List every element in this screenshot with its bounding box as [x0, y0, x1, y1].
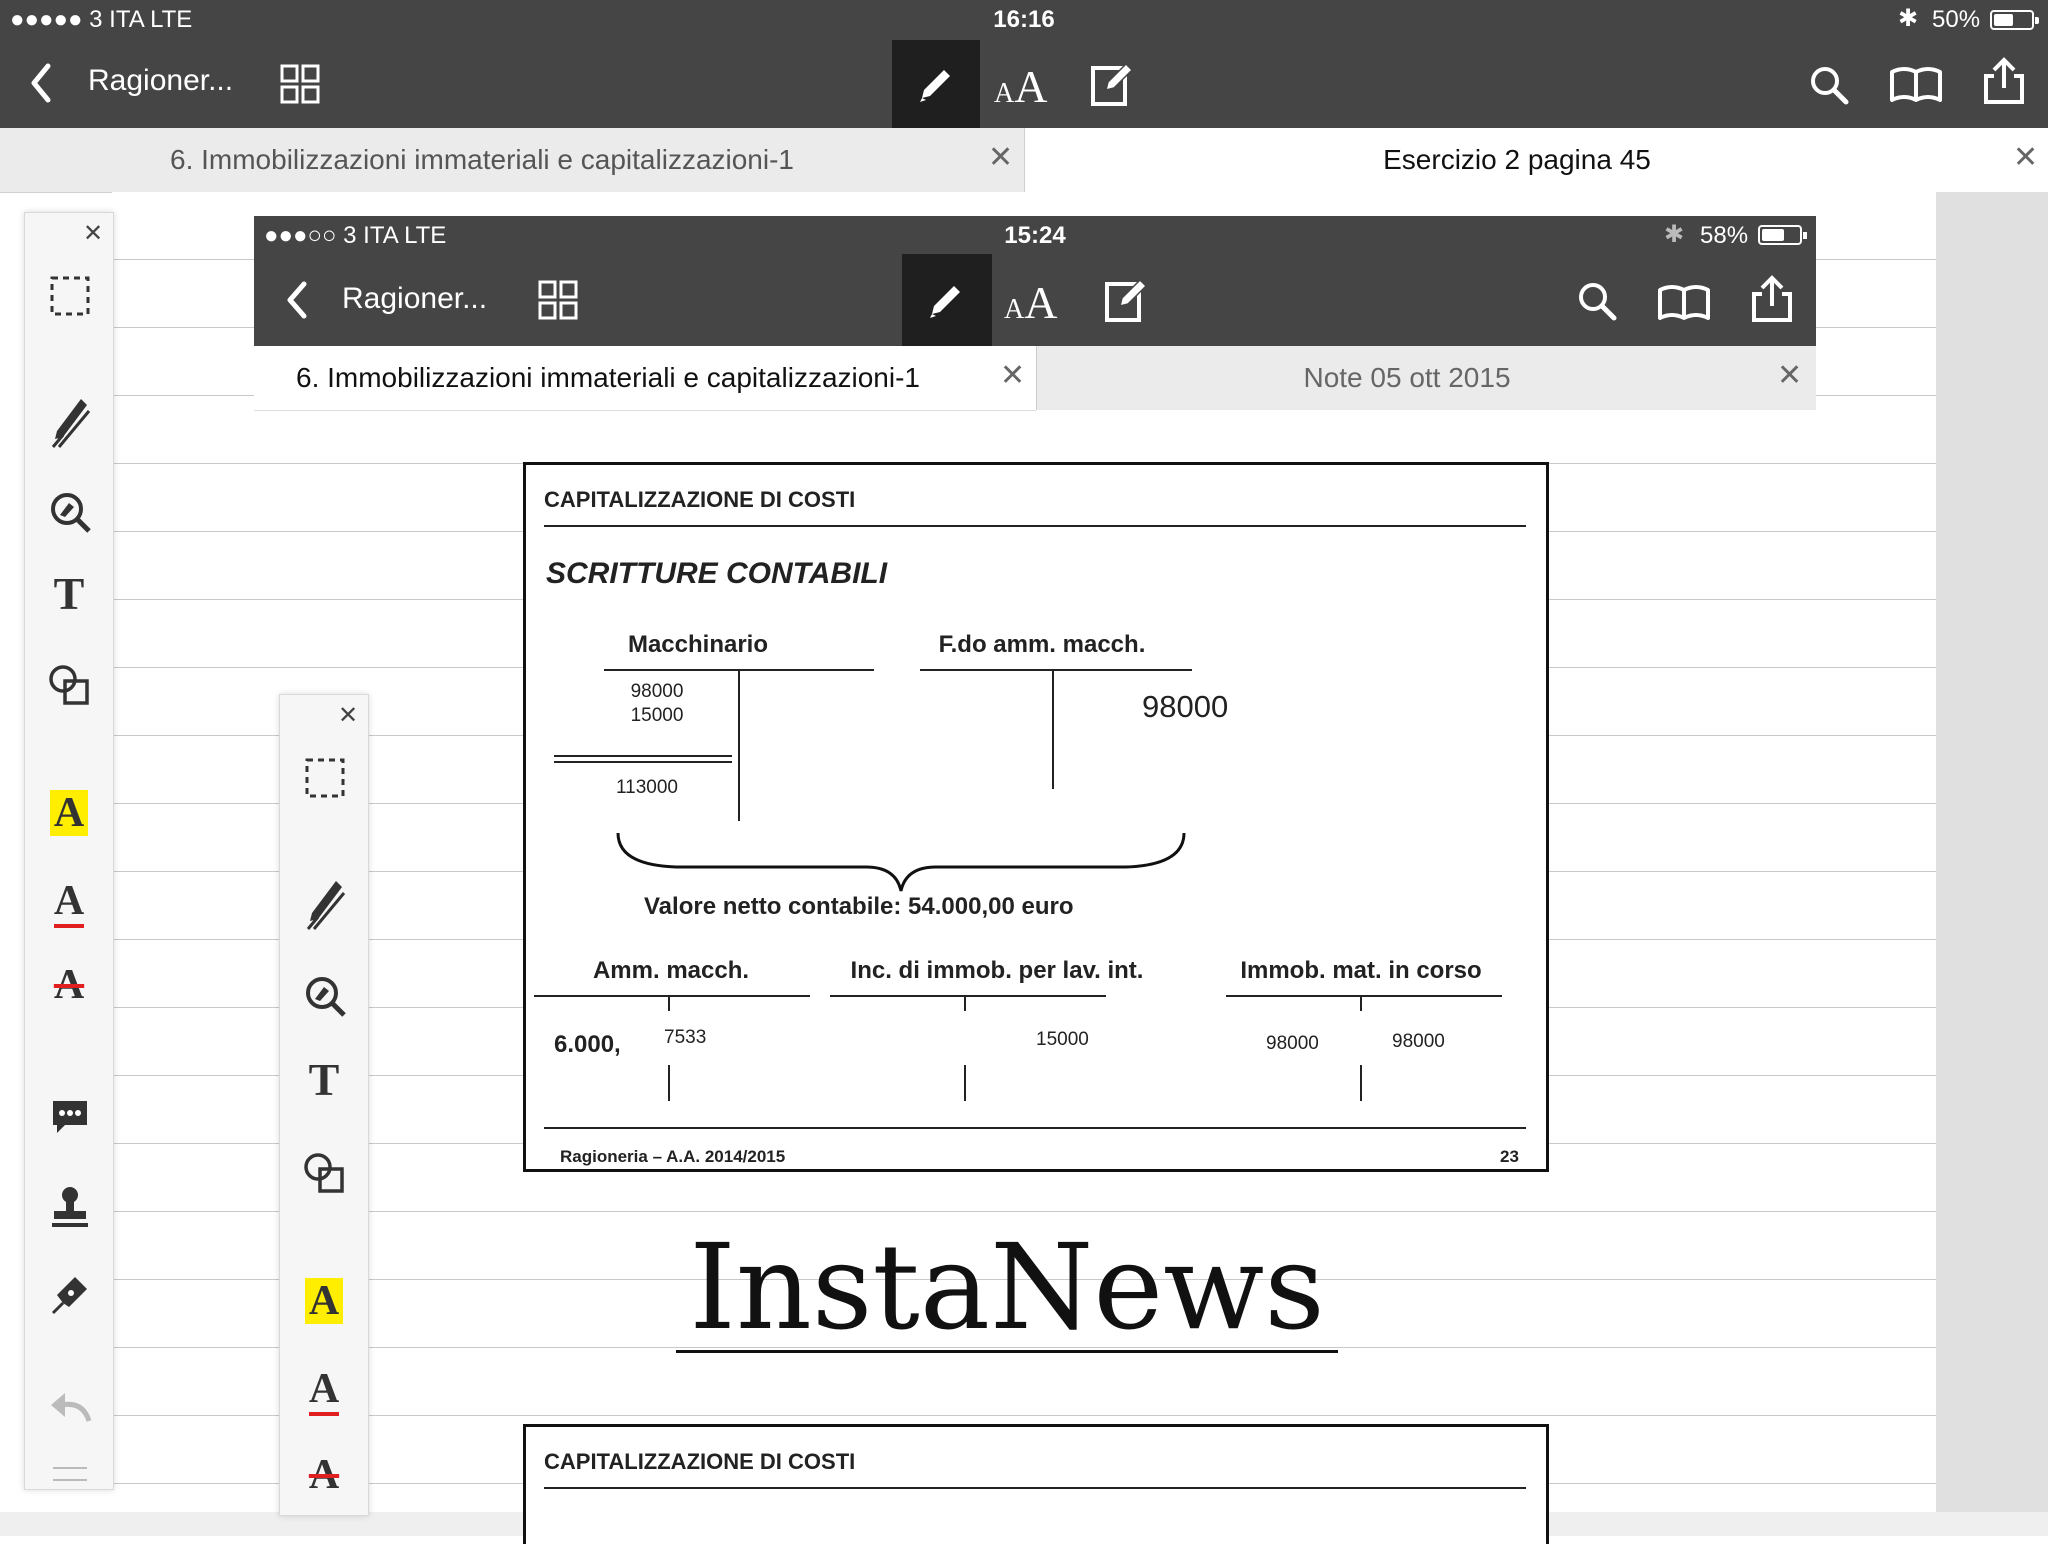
eraser-icon[interactable] — [47, 489, 93, 535]
inner-status-bar — [254, 216, 1816, 254]
book-icon[interactable] — [1656, 282, 1712, 322]
highlight-icon[interactable]: A — [25, 789, 113, 837]
palette-grip[interactable] — [53, 1467, 87, 1481]
document-page — [523, 462, 1549, 1172]
close-icon[interactable]: ✕ — [338, 702, 359, 729]
account-title-inc: Inc. di immob. per lav. int. — [850, 957, 1144, 984]
close-icon[interactable]: ✕ — [1000, 359, 1026, 392]
debit-total: 113000 — [616, 777, 678, 798]
strikethrough-icon[interactable]: A — [308, 1452, 340, 1498]
battery-icon — [1990, 10, 2034, 30]
underline-icon[interactable]: A — [25, 877, 113, 925]
close-icon[interactable]: ✕ — [988, 141, 1014, 174]
net-value-label: Valore netto contabile: 54.000,00 euro — [644, 893, 1074, 920]
select-rect-icon[interactable] — [49, 275, 91, 317]
highlight-icon[interactable]: A — [280, 1277, 368, 1325]
debit-entry: 15000 — [630, 705, 684, 726]
grid-icon[interactable] — [280, 64, 320, 104]
credit-entry: 15000 — [1036, 1029, 1089, 1050]
stamp-icon[interactable] — [49, 1185, 91, 1229]
debit-entry: 98000 — [630, 681, 684, 702]
tab-document[interactable] — [0, 128, 1024, 192]
signature-icon[interactable] — [49, 1273, 91, 1317]
back-chevron-icon[interactable] — [282, 276, 312, 324]
book-icon[interactable] — [1888, 64, 1944, 104]
bluetooth-icon: ✱ — [1898, 5, 1919, 32]
inner-tab-bar — [254, 346, 1816, 410]
font-size-icon[interactable]: AA — [994, 61, 1048, 112]
eraser-icon[interactable] — [302, 973, 348, 1019]
account-title-fondo: F.do amm. macch. — [938, 631, 1146, 658]
shapes-icon[interactable] — [302, 1151, 348, 1197]
pen-icon — [914, 62, 958, 106]
credit-handwritten: 98000 — [1142, 689, 1229, 724]
edit-note-icon[interactable] — [1104, 276, 1150, 324]
tab-label: 6. Immobilizzazioni immateriali e capitalizzazioni-1 — [170, 144, 794, 175]
account-title-immob: Immob. mat. in corso — [1240, 957, 1482, 984]
tab-label: Esercizio 2 pagina 45 — [1383, 144, 1651, 175]
annotate-pen-button[interactable] — [892, 40, 980, 128]
status-bar — [0, 0, 2048, 40]
shapes-icon[interactable] — [47, 663, 93, 709]
debit-entry: 98000 — [1266, 1033, 1319, 1054]
battery-icon — [1758, 225, 1802, 245]
main-toolbar — [0, 40, 2048, 128]
text-icon[interactable]: T — [308, 1054, 340, 1105]
strikethrough-icon[interactable]: A — [53, 962, 85, 1008]
document-title-back-button[interactable]: Ragioner... — [88, 64, 234, 97]
brace-icon — [616, 829, 1186, 899]
close-icon[interactable]: ✕ — [1777, 359, 1803, 392]
inner-carrier-label: ●●●○○ 3 ITA LTE — [264, 222, 447, 249]
section-heading: SCRITTURE CONTABILI — [546, 557, 888, 590]
page-number: 23 — [1500, 1147, 1519, 1166]
close-icon[interactable]: ✕ — [2013, 141, 2039, 174]
text-icon[interactable]: T — [53, 568, 85, 619]
tab-exercise[interactable] — [1024, 128, 2048, 192]
debit-entry: 6.000, — [554, 1031, 621, 1058]
comment-icon[interactable] — [49, 1097, 91, 1137]
account-title-macchinario: Macchinario — [627, 631, 769, 658]
search-icon[interactable] — [1808, 64, 1850, 106]
tab-bar — [0, 128, 2048, 193]
share-icon[interactable] — [1982, 56, 2026, 106]
edit-note-icon[interactable] — [1090, 60, 1136, 108]
inner-tab-notes[interactable] — [1036, 346, 1816, 410]
inner-toolbar — [254, 254, 1816, 346]
watermark-logo: InstaNews — [676, 1222, 1338, 1353]
page-margin — [1936, 192, 2048, 1512]
inner-clock: 15:24 — [1004, 222, 1066, 249]
pencil-icon[interactable] — [49, 389, 93, 449]
pen-icon — [924, 278, 968, 322]
search-icon[interactable] — [1576, 280, 1618, 322]
account-title-amm: Amm. macch. — [592, 957, 750, 984]
undo-icon[interactable] — [47, 1389, 93, 1425]
battery-percent: 50% — [1932, 6, 1981, 33]
back-chevron-icon[interactable] — [26, 58, 56, 119]
inner-battery-percent: 58% — [1700, 222, 1749, 249]
font-size-icon[interactable]: AA — [1004, 277, 1058, 328]
underline-icon[interactable]: A — [280, 1365, 368, 1413]
tab-label: 6. Immobilizzazioni immateriali e capitalizzazioni-1 — [296, 362, 920, 393]
document-page-next — [523, 1424, 1549, 1544]
inner-tab-document[interactable] — [254, 346, 1036, 411]
page-header: CAPITALIZZAZIONE DI COSTI — [544, 487, 856, 512]
tab-label: Note 05 ott 2015 — [1303, 362, 1511, 393]
annotate-pen-button[interactable] — [902, 254, 992, 346]
select-rect-icon[interactable] — [304, 757, 346, 799]
page-header: CAPITALIZZAZIONE DI COSTI — [544, 1449, 856, 1474]
annotation-palette — [24, 212, 114, 1490]
debit-handwritten: 7533 — [664, 1027, 707, 1048]
page-footer: Ragioneria – A.A. 2014/2015 — [560, 1147, 786, 1166]
close-icon[interactable]: ✕ — [83, 220, 104, 247]
credit-entry: 98000 — [1392, 1031, 1445, 1052]
bluetooth-icon: ✱ — [1664, 221, 1685, 248]
grid-icon[interactable] — [538, 280, 578, 320]
pencil-icon[interactable] — [304, 871, 348, 931]
carrier-label: ●●●●● 3 ITA LTE — [10, 6, 193, 33]
clock: 16:16 — [993, 6, 1055, 33]
inner-annotation-palette — [279, 694, 369, 1516]
share-icon[interactable] — [1750, 274, 1794, 324]
inner-document-title[interactable]: Ragioner... — [342, 282, 488, 315]
